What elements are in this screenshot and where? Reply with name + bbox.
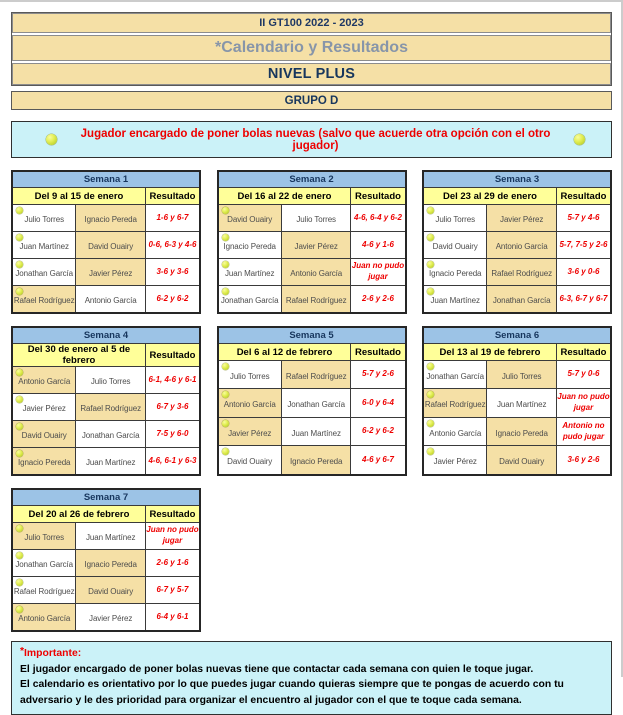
- match-result: 6-3, 6-7 y 6-7: [556, 286, 611, 314]
- player2-name: Jonathan García: [287, 400, 345, 410]
- week-body: [218, 205, 406, 314]
- player2-cell: [487, 446, 557, 475]
- player1-name: Javier Pérez: [433, 457, 477, 467]
- tennis-ball-icon: [427, 207, 434, 214]
- tennis-ball-icon: [16, 261, 23, 268]
- match-row: [12, 259, 200, 286]
- player1-name: Jonathan García: [15, 560, 74, 570]
- week-table: [11, 326, 201, 476]
- player2-name: Julio Torres: [501, 371, 542, 381]
- player2-cell: [487, 286, 557, 314]
- result-column-header: Resultado: [556, 344, 611, 361]
- week-dates: Del 6 al 12 de febrero: [218, 344, 351, 361]
- match-row: [218, 259, 406, 286]
- match-row: [423, 259, 611, 286]
- player2-cell: [281, 205, 351, 232]
- player2-cell: [281, 389, 351, 417]
- result-column-header: Resultado: [145, 344, 200, 367]
- week-body: [218, 361, 406, 476]
- player1-cell: [218, 232, 282, 259]
- match-row: [218, 232, 406, 259]
- match-row: [423, 205, 611, 232]
- player1-cell: [218, 205, 282, 232]
- week-title: Semana 3: [423, 171, 611, 188]
- match-result: 0-6, 6-3 y 4-6: [145, 232, 200, 259]
- tennis-ball-icon: [16, 207, 23, 214]
- week-table: [11, 170, 201, 314]
- week-body: [12, 205, 200, 314]
- player1-name: David Ouairy: [432, 242, 478, 252]
- group-title: GRUPO D: [11, 91, 612, 110]
- match-result: 5-7, 7-5 y 2-6: [556, 232, 611, 259]
- player2-name: Rafael Rodríguez: [80, 404, 142, 414]
- player1-name: Antonio García: [18, 614, 71, 624]
- match-row: [12, 448, 200, 476]
- player1-cell: [12, 550, 76, 577]
- weeks-grid: [11, 170, 612, 632]
- match-row: [12, 367, 200, 394]
- week-body: [12, 367, 200, 476]
- player1-cell: [12, 232, 76, 259]
- week-dates: Del 23 al 29 de enero: [423, 188, 556, 205]
- match-result: 6-7 y 3-6: [145, 394, 200, 421]
- player2-name: Juan Martínez: [85, 458, 136, 468]
- player2-cell: [487, 361, 557, 389]
- player1-cell: [12, 604, 76, 632]
- week-title: Semana 1: [12, 171, 200, 188]
- player1-name: David Ouairy: [227, 457, 273, 467]
- player2-cell: [76, 394, 146, 421]
- player2-name: Antonio García: [84, 296, 137, 306]
- match-row: [423, 417, 611, 445]
- player2-cell: [487, 259, 557, 286]
- player1-cell: [12, 523, 76, 550]
- result-column-header: Resultado: [351, 344, 406, 361]
- week-table: [217, 326, 407, 476]
- week-dates: Del 13 al 19 de febrero: [423, 344, 556, 361]
- player1-name: Juan Martínez: [430, 296, 480, 306]
- calendar-page: [0, 2, 621, 715]
- player1-cell: [423, 361, 487, 389]
- player2-cell: [281, 286, 351, 314]
- week-title: Semana 7: [12, 489, 200, 506]
- player2-name: Juan Martínez: [291, 428, 341, 438]
- match-row: [12, 550, 200, 577]
- title-block: [11, 12, 612, 86]
- player2-cell: [76, 286, 146, 314]
- player2-name: David Ouairy: [88, 587, 134, 597]
- player2-name: Ignacio Pereda: [289, 457, 343, 467]
- week-title: Semana 6: [423, 327, 611, 344]
- important-note: [11, 641, 612, 715]
- player1-name: Julio Torres: [24, 215, 64, 225]
- player1-cell: [12, 259, 76, 286]
- balls-note: [11, 121, 612, 158]
- player2-cell: [281, 361, 351, 389]
- player1-cell: [218, 259, 282, 286]
- match-row: [12, 394, 200, 421]
- match-row: [423, 361, 611, 389]
- player1-cell: [423, 286, 487, 314]
- player1-name: David Ouairy: [21, 431, 67, 441]
- player2-cell: [76, 367, 146, 394]
- player1-cell: [218, 389, 282, 417]
- player1-cell: [12, 286, 76, 314]
- match-row: [218, 286, 406, 314]
- player1-name: Antonio García: [18, 377, 71, 387]
- tennis-ball-icon: [222, 234, 229, 241]
- player1-name: Ignacio Pereda: [428, 269, 482, 279]
- player2-name: Javier Pérez: [89, 614, 133, 624]
- player2-name: Antonio García: [495, 242, 548, 252]
- result-column-header: Resultado: [556, 188, 611, 205]
- match-result: Antonio no pudo jugar: [556, 417, 611, 445]
- important-note-title: *Importante:: [20, 646, 82, 659]
- player1-name: Juan Martínez: [19, 242, 69, 252]
- match-row: [12, 604, 200, 632]
- player1-cell: [423, 446, 487, 475]
- tennis-ball-icon: [427, 420, 434, 427]
- tennis-ball-icon: [222, 207, 229, 214]
- player1-name: Rafael Rodríguez: [13, 587, 75, 597]
- match-result: Juan no pudo jugar: [556, 389, 611, 417]
- tennis-ball-icon: [222, 363, 229, 370]
- week-dates: Del 9 al 15 de enero: [12, 188, 145, 205]
- player2-cell: [281, 232, 351, 259]
- week-body: [12, 523, 200, 632]
- player1-name: Julio Torres: [229, 371, 270, 381]
- player2-cell: [487, 417, 557, 445]
- week-table: [422, 170, 612, 314]
- player2-cell: [76, 523, 146, 550]
- match-row: [12, 286, 200, 314]
- player1-cell: [218, 286, 282, 314]
- player1-cell: [12, 448, 76, 476]
- player2-cell: [76, 421, 146, 448]
- player1-name: Antonio García: [429, 428, 482, 438]
- match-row: [218, 361, 406, 389]
- player2-name: Javier Pérez: [89, 269, 133, 279]
- tennis-ball-icon: [16, 579, 23, 586]
- player1-name: Jonathan García: [15, 269, 74, 279]
- player1-cell: [423, 232, 487, 259]
- match-result: 5-7 y 4-6: [556, 205, 611, 232]
- week-dates: Del 16 al 22 de enero: [218, 188, 351, 205]
- player2-name: Juan Martínez: [496, 400, 547, 410]
- week-table: [217, 170, 407, 314]
- tennis-ball-icon: [222, 448, 229, 455]
- match-result: Juan no pudo jugar: [351, 259, 406, 286]
- tennis-ball-icon: [16, 552, 23, 559]
- match-result: 5-7 y 2-6: [351, 361, 406, 389]
- tennis-ball-icon: [16, 288, 23, 295]
- tennis-ball-icon: [222, 420, 229, 427]
- match-result: 6-2 y 6-2: [145, 286, 200, 314]
- player2-name: Ignacio Pereda: [495, 428, 548, 438]
- player2-cell: [76, 448, 146, 476]
- match-result: 2-6 y 1-6: [145, 550, 200, 577]
- result-column-header: Resultado: [145, 188, 200, 205]
- match-row: [218, 446, 406, 475]
- player1-cell: [218, 361, 282, 389]
- player2-name: Antonio García: [290, 269, 343, 279]
- match-result: 6-1, 4-6 y 6-1: [145, 367, 200, 394]
- match-result: 7-5 y 6-0: [145, 421, 200, 448]
- asterisk: *: [20, 646, 25, 657]
- player2-cell: [76, 232, 146, 259]
- player1-cell: [218, 417, 282, 445]
- tournament-title: II GT100 2022 - 2023: [12, 13, 611, 33]
- match-result: 4-6, 6-1 y 6-3: [145, 448, 200, 476]
- tennis-ball-icon: [427, 261, 434, 268]
- match-result: 6-7 y 5-7: [145, 577, 200, 604]
- match-row: [423, 286, 611, 314]
- player2-cell: [281, 446, 351, 475]
- tennis-ball-icon: [222, 261, 229, 268]
- tennis-ball-icon: [427, 234, 434, 241]
- match-result: 3-6 y 0-6: [556, 259, 611, 286]
- match-result: 6-4 y 6-1: [145, 604, 200, 632]
- match-result: 4-6 y 6-7: [351, 446, 406, 475]
- player1-cell: [12, 421, 76, 448]
- important-note-line2: El calendario es orientativo por lo que puedes jugar cuando quieras siempre que te pongas de acuerdo con tu adversario y le des prioridad para organizar el encuentro al jugador con el que te toque cada semana.: [20, 679, 564, 706]
- week-dates: Del 20 al 26 de febrero: [12, 506, 145, 523]
- tennis-ball-icon: [46, 134, 57, 145]
- player1-name: Ignacio Pereda: [17, 458, 71, 468]
- player2-name: Rafael Rodríguez: [491, 269, 553, 279]
- player2-name: Javier Pérez: [500, 215, 544, 225]
- tennis-ball-icon: [574, 134, 585, 145]
- balls-note-text: Jugador encargado de poner bolas nuevas (salvo que acuerde otra opción con el otro jugador): [80, 127, 551, 152]
- match-result: 2-6 y 2-6: [351, 286, 406, 314]
- match-result: 6-0 y 6-4: [351, 389, 406, 417]
- result-column-header: Resultado: [351, 188, 406, 205]
- week-body: [423, 361, 611, 476]
- player2-name: Jonathan García: [81, 431, 140, 441]
- week-table: [11, 488, 201, 632]
- player2-name: Ignacio Pereda: [84, 215, 137, 225]
- player2-name: David Ouairy: [88, 242, 134, 252]
- match-row: [423, 446, 611, 475]
- week-title: Semana 2: [218, 171, 406, 188]
- player2-name: Jonathan García: [492, 296, 551, 306]
- week-title: Semana 5: [218, 327, 406, 344]
- player2-name: Juan Martínez: [85, 533, 136, 543]
- week-dates: Del 30 de enero al 5 de febrero: [12, 344, 145, 367]
- player1-name: Javier Pérez: [22, 404, 66, 414]
- player1-cell: [12, 577, 76, 604]
- player2-cell: [76, 550, 146, 577]
- player1-cell: [12, 394, 76, 421]
- player1-name: Rafael Rodríguez: [424, 400, 486, 410]
- week-title: Semana 4: [12, 327, 200, 344]
- tennis-ball-icon: [427, 363, 434, 370]
- match-row: [12, 205, 200, 232]
- player1-name: Juan Martínez: [225, 269, 275, 279]
- match-row: [12, 232, 200, 259]
- player1-cell: [12, 205, 76, 232]
- player1-name: Jonathan García: [426, 371, 485, 381]
- player2-name: Javier Pérez: [294, 242, 338, 252]
- player1-name: Jonathan García: [220, 296, 279, 306]
- player2-name: Julio Torres: [90, 377, 131, 387]
- player1-cell: [423, 205, 487, 232]
- match-result: 3-6 y 3-6: [145, 259, 200, 286]
- match-row: [218, 417, 406, 445]
- match-result: 4-6, 6-4 y 6-2: [351, 205, 406, 232]
- player1-name: Julio Torres: [435, 215, 475, 225]
- player2-cell: [281, 417, 351, 445]
- match-row: [12, 421, 200, 448]
- tennis-ball-icon: [16, 606, 23, 613]
- player2-cell: [76, 577, 146, 604]
- player2-cell: [76, 604, 146, 632]
- tennis-ball-icon: [16, 423, 23, 430]
- tennis-ball-icon: [16, 234, 23, 241]
- player2-name: Ignacio Pereda: [84, 560, 137, 570]
- match-row: [423, 232, 611, 259]
- player2-cell: [281, 259, 351, 286]
- player2-name: Rafael Rodríguez: [285, 371, 347, 381]
- page-title: *Calendario y Resultados: [12, 35, 611, 61]
- tennis-ball-icon: [16, 369, 23, 376]
- player2-name: David Ouairy: [499, 457, 545, 467]
- player1-cell: [423, 259, 487, 286]
- player1-cell: [12, 367, 76, 394]
- match-result: 6-2 y 6-2: [351, 417, 406, 445]
- player2-cell: [487, 205, 557, 232]
- important-note-line1: El jugador encargado de poner bolas nuevas tiene que contactar cada semana con quien le toque jugar.: [20, 663, 534, 675]
- match-result: 4-6 y 1-6: [351, 232, 406, 259]
- match-result: 5-7 y 0-6: [556, 361, 611, 389]
- tennis-ball-icon: [16, 396, 23, 403]
- tennis-ball-icon: [427, 288, 434, 295]
- match-row: [218, 389, 406, 417]
- player2-cell: [487, 389, 557, 417]
- match-row: [12, 577, 200, 604]
- match-row: [423, 389, 611, 417]
- match-result: 1-6 y 6-7: [145, 205, 200, 232]
- match-row: [218, 205, 406, 232]
- match-row: [12, 523, 200, 550]
- level-title: NIVEL PLUS: [12, 63, 611, 85]
- result-column-header: Resultado: [145, 506, 200, 523]
- player2-cell: [76, 205, 146, 232]
- player2-cell: [76, 259, 146, 286]
- player1-cell: [218, 446, 282, 475]
- player1-name: David Ouairy: [227, 215, 273, 225]
- match-result: Juan no pudo jugar: [145, 523, 200, 550]
- tennis-ball-icon: [222, 288, 229, 295]
- player1-name: Javier Pérez: [228, 428, 272, 438]
- player2-cell: [487, 232, 557, 259]
- tennis-ball-icon: [16, 525, 23, 532]
- player2-name: Rafael Rodríguez: [285, 296, 347, 306]
- week-table: [422, 326, 612, 476]
- player1-name: Antonio García: [223, 400, 276, 410]
- player1-name: Julio Torres: [24, 533, 64, 543]
- player1-name: Rafael Rodríguez: [13, 296, 75, 306]
- player1-cell: [423, 389, 487, 417]
- player1-cell: [423, 417, 487, 445]
- player2-name: Julio Torres: [296, 215, 336, 225]
- player1-name: Ignacio Pereda: [223, 242, 276, 252]
- week-body: [423, 205, 611, 314]
- tennis-ball-icon: [16, 450, 23, 457]
- match-result: 3-6 y 2-6: [556, 446, 611, 475]
